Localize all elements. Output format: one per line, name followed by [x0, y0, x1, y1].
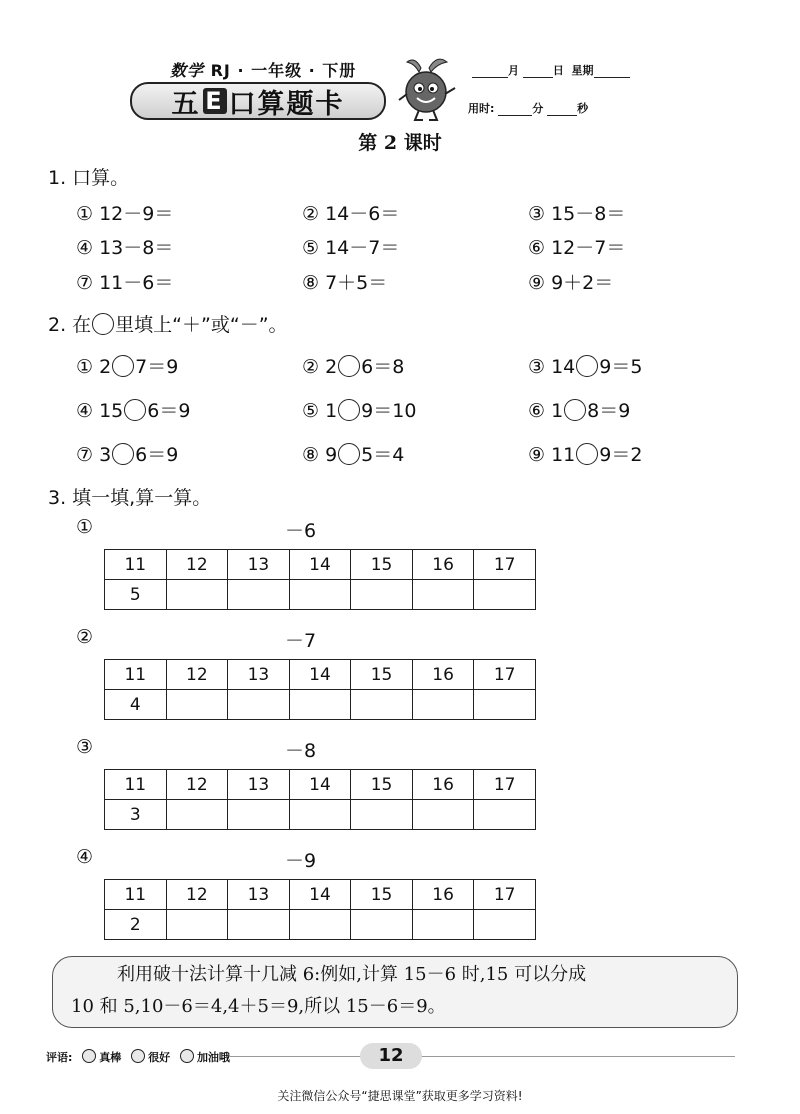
header-cell: 16	[412, 770, 474, 800]
calc-item: ⑨ 9＋2＝	[528, 272, 614, 294]
circle-blank-icon	[92, 313, 114, 335]
second-label: 秒	[577, 102, 589, 115]
header-cell: 15	[351, 660, 413, 690]
answer-cell[interactable]	[474, 690, 536, 720]
fill-table	[104, 549, 536, 610]
answer-cell[interactable]	[289, 580, 351, 610]
answer-cell[interactable]	[166, 690, 228, 720]
header-cell: 17	[474, 770, 536, 800]
sign-left: ③ 14	[528, 356, 576, 378]
fill-table	[104, 879, 536, 940]
sign-item	[76, 396, 190, 423]
section2-title-post: 里填上“＋”或“－”。	[115, 314, 288, 336]
answer-cell[interactable]	[351, 580, 413, 610]
sign-left: ⑦ 3	[76, 444, 112, 466]
header-cell: 16	[412, 550, 474, 580]
table-operation: －7	[285, 630, 317, 652]
sign-item	[76, 440, 178, 467]
sign-blank[interactable]	[576, 443, 598, 465]
answer-cell: 2	[105, 910, 167, 940]
header-cell: 11	[105, 550, 167, 580]
sign-right: 9＝2	[599, 444, 643, 466]
sign-right: 8＝9	[587, 400, 631, 422]
header-cell: 14	[289, 550, 351, 580]
calc-item: ① 12－9＝	[76, 203, 174, 225]
sign-left: ④ 15	[76, 400, 124, 422]
smiley-icon[interactable]	[82, 1049, 96, 1063]
section1-title: 1. 口算。	[48, 167, 130, 189]
table-operation: －8	[285, 740, 317, 762]
banner-pre: 五	[171, 88, 201, 120]
title-banner	[130, 82, 386, 120]
smiley-icon[interactable]	[131, 1049, 145, 1063]
sign-item	[528, 396, 630, 423]
sign-left: ⑤ 1	[302, 400, 338, 422]
fill-table	[104, 659, 536, 720]
header-cell: 14	[289, 880, 351, 910]
table-operation: －6	[285, 520, 317, 542]
answer-cell[interactable]	[412, 580, 474, 610]
table-number: ②	[76, 626, 94, 648]
lesson-title: 第 2 课时	[358, 132, 442, 154]
evaluation	[46, 1049, 230, 1065]
subject-edition	[170, 58, 356, 81]
answer-cell[interactable]	[166, 580, 228, 610]
answer-cell[interactable]	[228, 690, 290, 720]
table-header-row	[105, 550, 536, 580]
header-cell: 13	[228, 880, 290, 910]
answer-cell[interactable]	[289, 690, 351, 720]
sign-left: ① 2	[76, 356, 112, 378]
header-cell: 14	[289, 770, 351, 800]
sign-left: ② 2	[302, 356, 338, 378]
header-cell: 17	[474, 660, 536, 690]
header-cell: 12	[166, 550, 228, 580]
table-answer-row	[105, 910, 536, 940]
header-cell: 12	[166, 770, 228, 800]
sign-right: 5＝4	[361, 444, 405, 466]
sign-blank[interactable]	[576, 355, 598, 377]
header-cell: 11	[105, 660, 167, 690]
footer-divider	[230, 1056, 735, 1057]
sign-item	[302, 396, 416, 423]
answer-cell[interactable]	[351, 910, 413, 940]
sign-left: ⑨ 11	[528, 444, 576, 466]
sign-right: 6＝8	[361, 356, 405, 378]
answer-cell: 3	[105, 800, 167, 830]
sign-blank[interactable]	[124, 399, 146, 421]
answer-cell[interactable]	[351, 690, 413, 720]
table-answer-row	[105, 580, 536, 610]
tip-line-2: 10 和 5,10－6＝4,4＋5＝9,所以 15－6＝9。	[71, 996, 446, 1017]
answer-cell[interactable]	[412, 910, 474, 940]
answer-cell[interactable]	[228, 580, 290, 610]
header-cell: 12	[166, 880, 228, 910]
tip-line-1: 利用破十法计算十几减 6:例如,计算 15－6 时,15 可以分成	[117, 964, 587, 985]
time-label: 用时:	[468, 102, 495, 115]
sign-left: ⑥ 1	[528, 400, 564, 422]
fill-table	[104, 769, 536, 830]
date-field	[472, 62, 630, 78]
sign-blank[interactable]	[564, 399, 586, 421]
eval-label: 评语:	[46, 1051, 73, 1064]
banner-post: 口算题卡	[228, 88, 345, 120]
calc-item: ⑥ 12－7＝	[528, 237, 626, 259]
table-number: ③	[76, 736, 94, 758]
section2-title	[48, 310, 288, 337]
minute-label: 分	[532, 102, 544, 115]
header-cell: 12	[166, 660, 228, 690]
smiley-icon[interactable]	[180, 1049, 194, 1063]
header-cell: 11	[105, 880, 167, 910]
month-label: 月	[508, 64, 519, 77]
eval-option: 加油哦	[196, 1051, 230, 1064]
weekday-label: 星期	[571, 64, 594, 77]
header-cell: 14	[289, 660, 351, 690]
day-label: 日	[552, 64, 564, 77]
mascot-icon	[393, 54, 463, 124]
header-cell: 17	[474, 880, 536, 910]
tip-note	[52, 956, 738, 1028]
answer-cell[interactable]	[289, 800, 351, 830]
sign-blank[interactable]	[338, 355, 360, 377]
sign-right: 9＝5	[599, 356, 643, 378]
table-operation: －9	[285, 850, 317, 872]
sign-item	[302, 352, 404, 379]
calc-item: ⑦ 11－6＝	[76, 272, 174, 294]
table-number: ④	[76, 846, 94, 868]
header-cell: 16	[412, 880, 474, 910]
sign-blank[interactable]	[338, 443, 360, 465]
sign-blank[interactable]	[338, 399, 360, 421]
header-cell: 13	[228, 550, 290, 580]
sign-item	[528, 440, 642, 467]
header-cell: 11	[105, 770, 167, 800]
header-cell: 15	[351, 880, 413, 910]
sign-item	[302, 440, 404, 467]
calc-item: ② 14－6＝	[302, 203, 400, 225]
answer-cell: 5	[105, 580, 167, 610]
sign-item	[528, 352, 642, 379]
calc-item: ⑤ 14－7＝	[302, 237, 400, 259]
page-number: 12	[360, 1043, 422, 1069]
sign-right: 9＝10	[361, 400, 417, 422]
table-number: ①	[76, 516, 94, 538]
table-answer-row	[105, 800, 536, 830]
sign-item	[76, 352, 178, 379]
answer-cell[interactable]	[474, 910, 536, 940]
answer-cell[interactable]	[474, 580, 536, 610]
calc-item: ④ 13－8＝	[76, 237, 174, 259]
answer-cell[interactable]	[474, 800, 536, 830]
time-field	[468, 100, 588, 116]
answer-cell[interactable]	[351, 800, 413, 830]
sign-blank[interactable]	[112, 355, 134, 377]
answer-cell: 4	[105, 690, 167, 720]
sign-right: 7＝9	[135, 356, 179, 378]
answer-cell[interactable]	[289, 910, 351, 940]
header-cell: 16	[412, 660, 474, 690]
answer-cell[interactable]	[166, 910, 228, 940]
section2-title-pre: 2. 在	[48, 314, 92, 336]
eval-option: 很好	[148, 1051, 171, 1064]
banner-e-logo: E	[203, 88, 227, 114]
header-cell: 13	[228, 660, 290, 690]
eval-option: 真棒	[99, 1051, 122, 1064]
section3-title: 3. 填一填,算一算。	[48, 487, 212, 509]
sign-blank[interactable]	[112, 443, 134, 465]
header-cell: 15	[351, 550, 413, 580]
answer-cell[interactable]	[228, 910, 290, 940]
sign-right: 6＝9	[147, 400, 191, 422]
table-header-row	[105, 880, 536, 910]
calc-item: ③ 15－8＝	[528, 203, 626, 225]
sign-right: 6＝9	[135, 444, 179, 466]
header-cell: 13	[228, 770, 290, 800]
header-cell: 15	[351, 770, 413, 800]
sign-left: ⑧ 9	[302, 444, 338, 466]
header-cell: 17	[474, 550, 536, 580]
subject-label: 数学	[170, 61, 205, 80]
answer-cell[interactable]	[412, 690, 474, 720]
calc-item: ⑧ 7＋5＝	[302, 272, 388, 294]
answer-cell[interactable]	[166, 800, 228, 830]
table-header-row	[105, 660, 536, 690]
table-header-row	[105, 770, 536, 800]
promo-text: 关注微信公众号“捷思课堂”获取更多学习资料!	[277, 1089, 523, 1103]
edition-label: RJ · 一年级 · 下册	[210, 61, 357, 80]
answer-cell[interactable]	[412, 800, 474, 830]
answer-cell[interactable]	[228, 800, 290, 830]
table-answer-row	[105, 690, 536, 720]
